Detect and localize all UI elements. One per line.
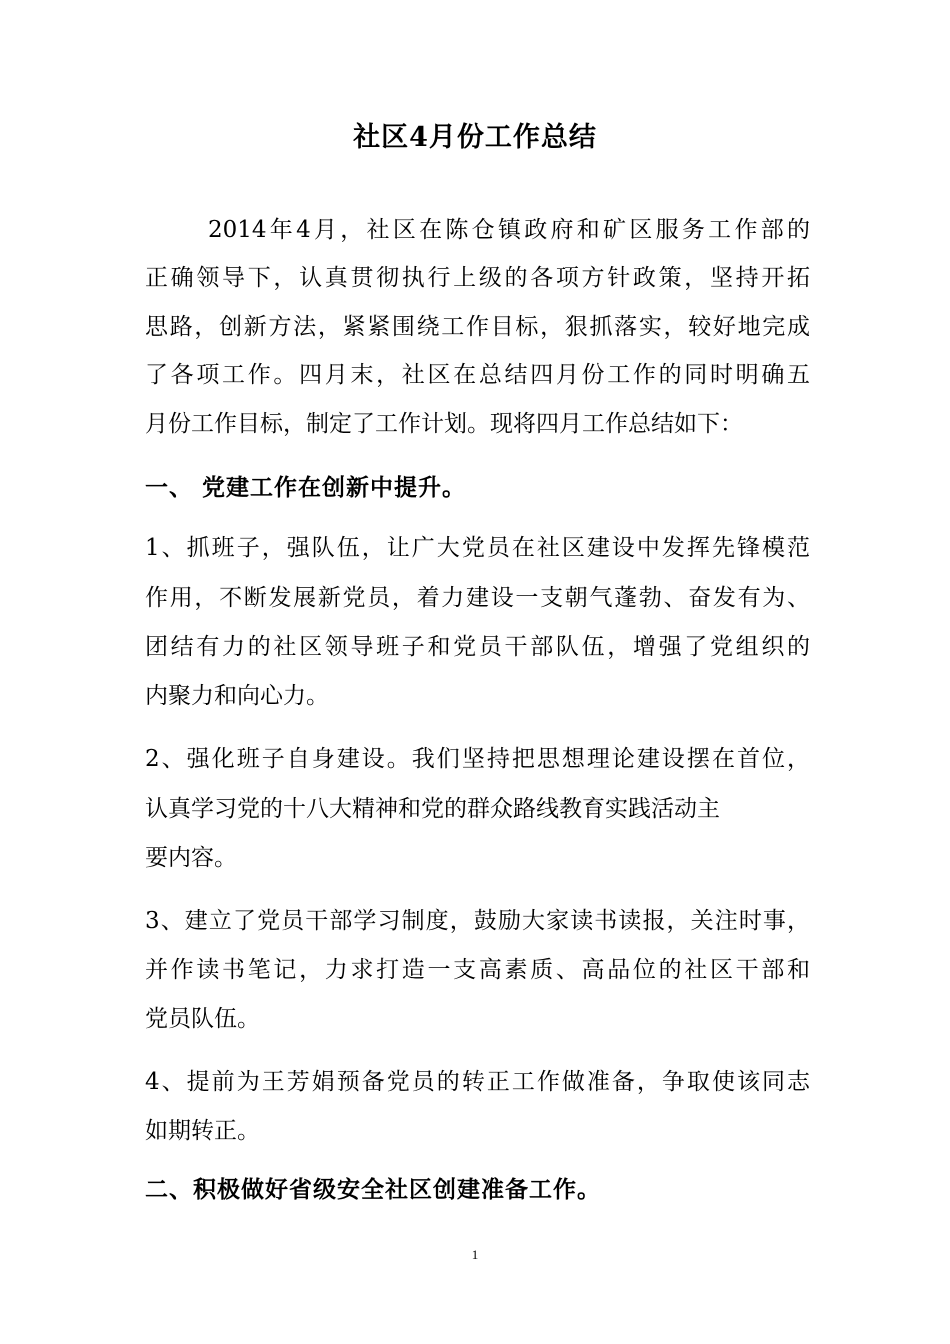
item-3-line-3: 党员队伍。 <box>145 1006 260 1032</box>
item-4-line-2: 如期转正。 <box>145 1118 260 1144</box>
item-1-line-2: 作用，不断发展新党员，着力建设一支朝气蓬勃、奋发有为、 <box>145 585 810 611</box>
item-2-line-1: 2、强化班子自身建设。我们坚持把思想理论建设摆在首位， <box>145 746 810 772</box>
document-title: 社区4月份工作总结 <box>353 122 597 153</box>
item-1-line-1: 1、抓班子，强队伍，让广大党员在社区建设中发挥先锋模范 <box>145 535 810 561</box>
intro-line-3: 思路，创新方法，紧紧围绕工作目标，狠抓落实，较好地完成 <box>145 314 810 340</box>
item-1-line-4: 内聚力和向心力。 <box>145 683 329 709</box>
item-2-line-2: 认真学习党的十八大精神和党的群众路线教育实践活动主 <box>145 796 720 822</box>
item-2-line-3: 要内容。 <box>145 845 237 871</box>
item-3-line-1: 3、建立了党员干部学习制度，鼓励大家读书读报，关注时事， <box>145 908 810 934</box>
section-1-heading: 一、 党建工作在创新中提升。 <box>145 474 467 501</box>
intro-line-2: 正确领导下，认真贯彻执行上级的各项方针政策，坚持开拓 <box>145 265 810 291</box>
intro-line-5: 月份工作目标，制定了工作计划。现将四月工作总结如下： <box>145 411 743 437</box>
intro-line-4: 了各项工作。四月末，社区在总结四月份工作的同时明确五 <box>145 362 810 388</box>
page-number: 1 <box>471 1247 479 1262</box>
section-2-heading: 二、积极做好省级安全社区创建准备工作。 <box>145 1176 601 1203</box>
intro-line-1: 2014年4月，社区在陈仓镇政府和矿区服务工作部的 <box>208 217 810 243</box>
item-1-line-3: 团结有力的社区领导班子和党员干部队伍，增强了党组织的 <box>145 634 810 660</box>
item-4-line-1: 4、提前为王芳娟预备党员的转正工作做准备，争取使该同志 <box>145 1069 810 1095</box>
item-3-line-2: 并作读书笔记，力求打造一支高素质、高品位的社区干部和 <box>145 957 810 983</box>
